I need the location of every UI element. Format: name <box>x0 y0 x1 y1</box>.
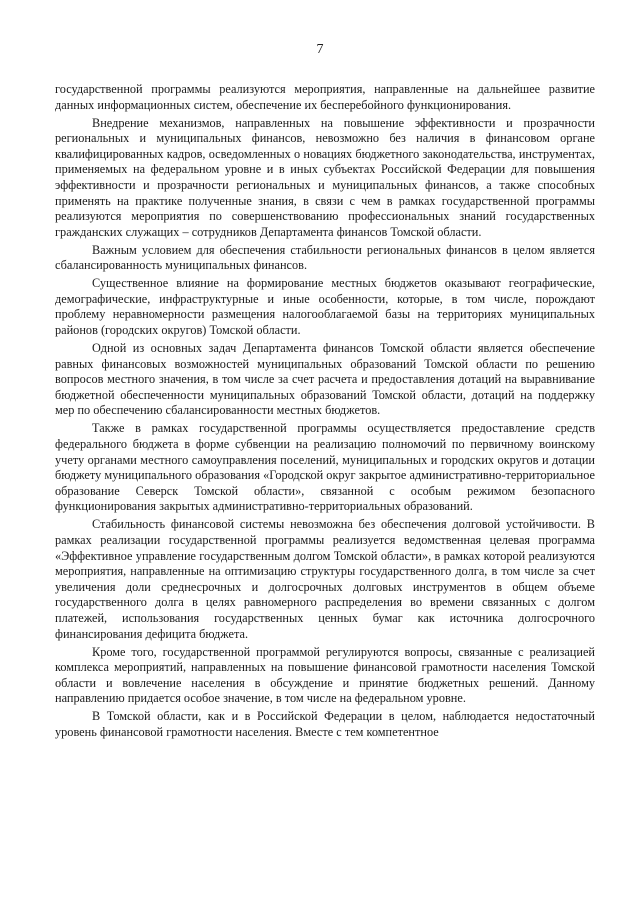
paragraph-personnel-qualification: Внедрение механизмов, направленных на повышение эффективности и прозрачности региональных и муниципальных финансов, невозможно без наличия в финансовом органе квалифицированных кадров, осведомленных о новациях бюджетного законодательства, инструментах, применяемых на федеральном уровне и в иных субъектах Российской Федерации для повышения эффективности и прозрачности региональных и муниципальных финансов, а также способных применять на практике полученные знания, в связи с чем в рамках государственной программы реализуются мероприятия по совершенствованию профессиональных знаний государственных гражданских служащих – сотрудников Департамента финансов Томской области. <box>55 115 595 239</box>
paragraph-continuation: государственной программы реализуются мероприятия, направленные на дальнейшее развитие данных информационных систем, обеспечение их бесперебойного функционирования. <box>55 82 595 112</box>
paragraph-debt-management: Стабильность финансовой системы невозможна без обеспечения долговой устойчивости. В рамках реализации государственной программы реализуется ведомственная целевая программа «Эффективное управление государственным долгом Томской области», в рамках которой реализуются мероприятия, направленные на оптимизацию структуры государственного долга, в том числе за счет увеличения доли среднесрочных и долгосрочных долговых инструментов в общем объеме государственного долга в целях равномерного распределения во времени связанных с долгом платежей, использования государственных ценных бумаг как источника долгосрочного финансирования дефицита бюджета. <box>55 517 595 641</box>
paragraph-local-budget-factors: Существенное влияние на формирование местных бюджетов оказывают географические, демографические, инфраструктурные и иные особенности, которые, в том числе, порождают проблему неравномерности размещения налогооблагаемой базы на территориях муниципальных районов (городских округов) Томской области. <box>55 276 595 338</box>
page-number: 7 <box>316 42 324 57</box>
paragraph-municipal-balance: Важным условием для обеспечения стабильности региональных финансов в целом является сбалансированность муниципальных финансов. <box>55 242 595 273</box>
paragraph-financial-literacy: Кроме того, государственной программой регулируются вопросы, связанные с реализацией комплекса мероприятий, направленных на повышение финансовой грамотности населения Томской области и вовлечение населения в обсуждение и принятие бюджетных решений. Данному направлению придается особое значение, в том числе на федеральном уровне. <box>55 644 595 706</box>
paragraph-equalization-grants: Одной из основных задач Департамента финансов Томской области является обеспечение равных финансовых возможностей муниципальных образований Томской области по решению вопросов местного значения, в том числе за счет расчета и предоставления дотаций на выравнивание бюджетной обеспеченности муниципальных образований Томской области, дотаций на поддержку мер по обеспечению сбалансированности местных бюджетов. <box>55 341 595 418</box>
paragraph-federal-subvention: Также в рамках государственной программы осуществляется предоставление средств федерального бюджета в форме субвенции на реализацию полномочий по первичному воинскому учету органами местного самоуправления поселений, муниципальных и городских округов и дотации бюджету муниципального образования «Городской округ закрытое административно-территориальное образование Северск Томской области», связанной с особым режимом безопасного функционирования закрытых административно-территориальных образований. <box>55 421 595 514</box>
paragraph-literacy-level: В Томской области, как и в Российской Федерации в целом, наблюдается недостаточный уровень финансовой грамотности населения. Вместе с тем компетентное <box>55 709 595 739</box>
body-text <box>55 82 595 743</box>
